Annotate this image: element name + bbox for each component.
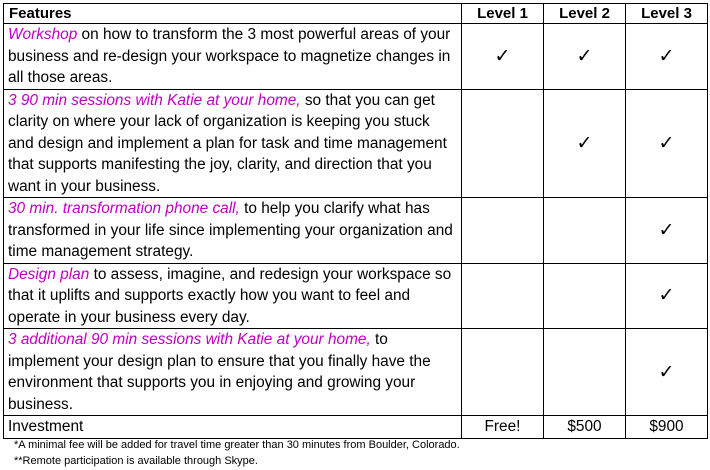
- feature-description: [4, 89, 462, 198]
- investment-row: [4, 416, 708, 439]
- feature-text: on how to transform the 3 most powerful areas of your business and re-design your workspace to magnetize changes in all those areas.: [8, 26, 451, 86]
- checkmark-icon: ✓: [658, 132, 675, 154]
- level-2-cell: [544, 329, 626, 416]
- footnotes: [14, 438, 460, 469]
- checkmark-icon: ✓: [576, 45, 593, 67]
- level-1-cell: [462, 198, 544, 264]
- level-1-cell: [462, 329, 544, 416]
- level-1-header: Level 1: [462, 4, 544, 24]
- feature-description: [4, 329, 462, 416]
- feature-description: [4, 24, 462, 90]
- level-3-cell: [626, 24, 708, 90]
- investment-label: Investment: [4, 416, 462, 439]
- level-3-cell: [626, 263, 708, 329]
- feature-text: so that you can get clarity on where your lack of organization is keeping you stuck and design and implement a plan for task and time management that supports manifesting the joy, clarity, and direction that you want in your business.: [8, 91, 447, 195]
- level-2-price: $500: [544, 416, 626, 439]
- level-1-cell: [462, 263, 544, 329]
- level-2-cell: [544, 198, 626, 264]
- level-1-cell: [462, 89, 544, 198]
- level-3-cell: [626, 329, 708, 416]
- checkmark-icon: ✓: [658, 219, 675, 241]
- feature-highlight: Workshop: [8, 26, 78, 43]
- pricing-table: [3, 3, 708, 439]
- features-header: Features: [4, 4, 462, 24]
- checkmark-icon: ✓: [576, 132, 593, 154]
- feature-row: [4, 263, 708, 329]
- level-1-cell: [462, 24, 544, 90]
- feature-text: to implement your design plan to ensure that you finally have the environment that supports you in enjoying and growing your business.: [8, 331, 431, 413]
- feature-row: [4, 198, 708, 264]
- level-2-header: Level 2: [544, 4, 626, 24]
- feature-text: to help you clarify what has transformed in your life since implementing your organization and time management strategy.: [8, 200, 453, 260]
- footnote-remote: **Remote participation is available through Skype.: [14, 454, 258, 467]
- feature-row: [4, 89, 708, 198]
- feature-highlight: 3 additional 90 min sessions with Katie at your home,: [8, 331, 371, 348]
- feature-description: [4, 263, 462, 329]
- checkmark-icon: ✓: [494, 45, 511, 67]
- level-1-price: Free!: [462, 416, 544, 439]
- feature-row: [4, 24, 708, 90]
- feature-description: [4, 198, 462, 264]
- footnote-travel-fee: *A minimal fee will be added for travel time greater than 30 minutes from Boulder, Colorado.: [14, 439, 460, 451]
- checkmark-icon: ✓: [658, 285, 675, 307]
- feature-text: to assess, imagine, and redesign your workspace so that it uplifts and supports exactly how you want to feel and operate in your business every day.: [8, 265, 452, 326]
- level-2-cell: [544, 89, 626, 198]
- level-3-header: Level 3: [626, 4, 708, 24]
- checkmark-icon: ✓: [658, 361, 675, 383]
- level-3-cell: [626, 198, 708, 264]
- checkmark-icon: ✓: [658, 45, 675, 67]
- level-2-cell: [544, 24, 626, 90]
- level-3-price: $900: [626, 416, 708, 439]
- feature-highlight: 30 min. transformation phone call,: [8, 200, 240, 217]
- level-3-cell: [626, 89, 708, 198]
- feature-highlight: 3 90 min sessions with Katie at your home,: [8, 91, 301, 109]
- level-2-cell: [544, 263, 626, 329]
- feature-highlight: Design plan: [8, 265, 90, 283]
- feature-row: [4, 329, 708, 416]
- header-row: [4, 4, 708, 24]
